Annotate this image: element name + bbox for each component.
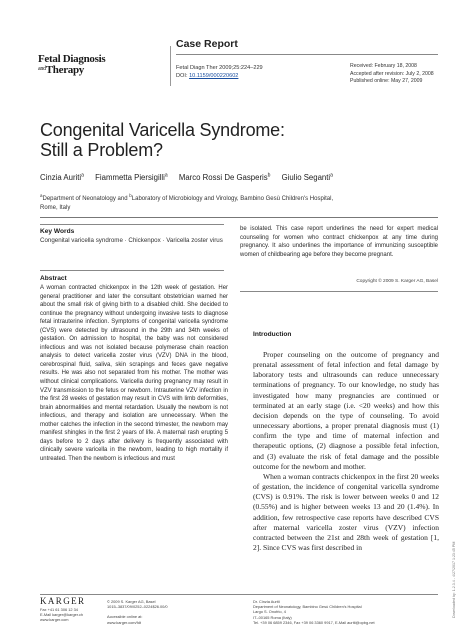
footer-rule (40, 594, 438, 595)
received-date: Received: February 18, 2008 (350, 63, 417, 69)
introduction-text (253, 350, 439, 553)
publisher-website[interactable]: www.karger.com (40, 617, 69, 623)
author: Cinzia Auriti$^a$ (40, 172, 84, 182)
abstract-heading: Abstract (40, 275, 67, 282)
author: Marco Rossi De Gasperis$^b$ (178, 172, 271, 182)
journal-therapy: Therapy (45, 64, 85, 76)
publisher-contact: Fax +41 61 306 12 34 E-Mail karger@karger.ch www.karger.com (40, 607, 84, 623)
keywords-text: Congenital varicella syndrome · Chickenpox · Varicella zoster virus (40, 237, 223, 244)
publication-info: © 2009 S. Karger AG, Basel 1015–3837/09/0252–0224$26.00/0 Accessible online at: www.karger.com/fdt (107, 599, 168, 625)
author-list (40, 172, 342, 182)
intro-paragraph-1: Proper counseling on the outcome of pregnancy and prenatal assessment of fetal infection and fetal damage by laboratory tests and ultrasounds can reduce unnecessary terminations of pregnancy. To our knowledge, no study has investigated how many pregnancies are continued or terminated at an early stage (i.e. <20 weeks) and how this decision depends on the type of counseling. To avoid unnecessary abortions, a proper prenatal diagnosis must (1) confirm the type and time of maternal infection and therapeutic options, (2) diagnose a possible fetal infection, and (3) evaluate the risk of fetal damage and the possible outcome for the newborn and mother. (253, 350, 439, 471)
author: Giulio Seganti$^a$ (281, 172, 333, 182)
section-rule (40, 217, 438, 218)
abstract-continuation: be isolated. This case report underlines the need for expert medical counseling for women who contract chickenpox at any time during pregnancy. It also underlines the importance of immunizing susceptible women of childbearing age before they become pregnant. (240, 226, 438, 258)
affiliations (40, 191, 430, 213)
abstract-rule (40, 270, 224, 271)
journal-url[interactable]: www.karger.com/fdt (107, 619, 141, 625)
journal-logo (38, 54, 130, 75)
intro-rule (240, 291, 438, 292)
dates-block (350, 63, 434, 86)
citation-block (176, 64, 263, 80)
correspondence: Dr. Cinzia Auriti Department of Neonatology, Bambino Gesù Children's Hospital Largo S. Onofrio, 4 IT–00165 Roma (Italy) Tel. +39 06 6859 2346, Fax +39 06 3360 9917, E-Mail auriti@opbg.net (253, 599, 375, 625)
affiliation-line1: $^a$Department of Neonatology and $^b$Laboratory of Microbiology and Virology, Bambino Gesù Children's Hospital, (40, 193, 334, 202)
doi-line (176, 72, 263, 80)
doi-prefix: DOI: (176, 73, 190, 79)
keywords-heading: Key Words (40, 228, 75, 235)
citation: Fetal Diagn Ther 2009;25:224–229 (176, 65, 263, 71)
article-type: Case Report (176, 38, 238, 50)
download-note: Downloaded by: 1.2.3.4 - 4/27/2017 1:23:45 PM (452, 541, 456, 618)
intro-paragraph-2: When a woman contracts chickenpox in the first 20 weeks of gestation, the incidence of congenital varicella syndrome (CVS) is 0.91%. The risk is lower between weeks 0 and 12 (0.55%) and is higher between weeks 13 and 20 (1.4%). In addition, few retrospective case reports have described CVS after maternal varicella zoster virus (VZV) infection contracted between the 21st and 28th week of gestation [1, 2]. Since CVS was first described in (253, 471, 439, 552)
accepted-date: Accepted after revision: July 2, 2008 (350, 70, 434, 77)
title-line2: Still a Problem? (40, 140, 163, 160)
header-rule (176, 54, 438, 55)
published-date: Published online: May 27, 2009 (350, 78, 423, 85)
introduction-heading: Introduction (253, 331, 292, 338)
copyright-notice: Copyright © 2009 S. Karger AG, Basel (356, 279, 438, 284)
keywords-rule (40, 224, 224, 225)
abstract-text: A woman contracted chickenpox in the 12th week of gestation. Her general practitioner and later the consultant obstetrician warned her about the small risk of giving birth to a disabled child. She decided to continue the pregnancy without undergoing invasive tests to diagnose fetal intrauterine infection. Symptoms of congenital varicella syndrome (CVS) were detected by ultrasound in the 29th and 34th weeks of gestation. On admission to hospital, the baby was not considered infectious and was not isolated because polymerase chain reaction analysis to detect varicella zoster virus (VZV) DNA in the blood, cerebrospinal fluid, saliva, skin scrapings and feces gave negative results. He was also not separated from his mother. The mother was without clinical complications. Varicella during pregnancy may result in VZV transmission to the fetus or newborn. Intrauterine VZV infection in the first 28 weeks of gestation may result in CVS with limb deformities, brain abnormalities and mental retardation. Usually the newborn is not infectious, and therapy and isolation are unnecessary. When the mother catches the infection in the second trimester, the newborn may manifest shingles in the first 2 years of life. A maternal rash erupting 5 days before to 2 days after delivery is frequently associated with clinically severe varicella in the newborn, leading to high mortality if untreated. Then the newborn is infectious and must (40, 285, 228, 462)
journal-and: and (38, 66, 46, 72)
author: Fiammetta Piersigilli$^a$ (95, 172, 168, 182)
publisher-logo: KARGER (40, 596, 86, 606)
journal-name-line2 (38, 64, 130, 75)
affiliation-line2: Rome, Italy (40, 205, 71, 211)
journal-name-line1: Fetal Diagnosis (38, 53, 106, 65)
doi-link[interactable]: 10.1159/000220602 (189, 73, 239, 79)
title-line1: Congenital Varicella Syndrome: (40, 120, 285, 140)
article-title (40, 120, 440, 160)
header-divider (170, 46, 171, 86)
